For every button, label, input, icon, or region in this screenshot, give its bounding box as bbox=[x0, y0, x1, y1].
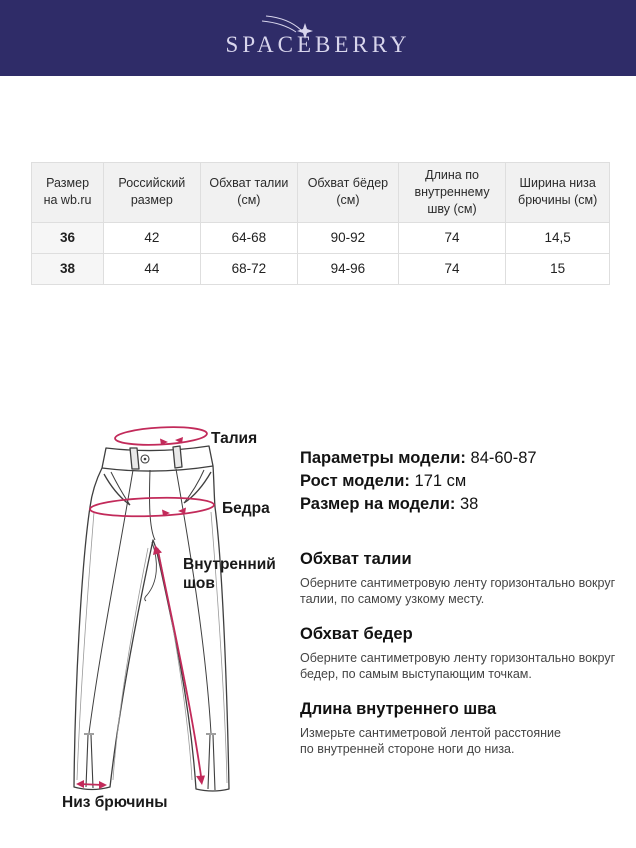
column-header-wb-size: Размер на wb.ru bbox=[32, 163, 104, 223]
table-row-size-36 bbox=[32, 222, 610, 253]
model-size-line bbox=[300, 493, 618, 516]
model-height-line bbox=[300, 470, 618, 493]
model-info-block bbox=[300, 447, 618, 516]
model-size-label: Размер на модели: bbox=[300, 495, 456, 513]
table-cell: 42 bbox=[104, 222, 201, 253]
column-header-hem-width: Ширина низа брючины (см) bbox=[506, 163, 610, 223]
model-height-value: 171 см bbox=[414, 472, 467, 490]
section-waist bbox=[300, 550, 618, 607]
table-cell: 90-92 bbox=[298, 222, 399, 253]
table-cell: 94-96 bbox=[298, 253, 399, 284]
section-waist-text-line2: талии, по самому узкому месту. bbox=[300, 591, 485, 606]
brand-logo-text: SPACEBERRY bbox=[225, 32, 411, 57]
section-inseam bbox=[300, 700, 618, 757]
size-table-header-row bbox=[32, 163, 610, 223]
model-params-value: 84-60-87 bbox=[470, 449, 537, 467]
hips-label: Бедра bbox=[222, 500, 270, 517]
waist-label: Талия bbox=[211, 430, 258, 447]
size-table bbox=[31, 162, 610, 285]
table-cell: 14,5 bbox=[506, 222, 610, 253]
table-cell: 74 bbox=[398, 222, 506, 253]
column-header-inseam: Длина по внутреннему шву (см) bbox=[398, 163, 506, 223]
column-header-ru-size: Российский размер bbox=[104, 163, 201, 223]
table-cell: 36 bbox=[32, 222, 104, 253]
section-waist-text-line1: Оберните сантиметровую ленту горизонтально вокруг bbox=[300, 576, 616, 590]
section-hips-title: Обхват бедер bbox=[300, 625, 413, 643]
section-inseam-title: Длина внутреннего шва bbox=[300, 700, 497, 718]
table-cell: 68-72 bbox=[200, 253, 298, 284]
table-row-size-38 bbox=[32, 253, 610, 284]
column-header-hips: Обхват бёдер (см) bbox=[298, 163, 399, 223]
section-hips-text-line2: бедер, по самым выступающим точкам. bbox=[300, 666, 532, 681]
table-cell: 44 bbox=[104, 253, 201, 284]
brand-header bbox=[0, 0, 636, 76]
model-size-value: 38 bbox=[459, 495, 479, 513]
section-waist-title: Обхват талии bbox=[300, 550, 412, 568]
inseam-label: Внутренний шов bbox=[183, 556, 276, 592]
section-hips bbox=[300, 625, 618, 682]
table-cell: 15 bbox=[506, 253, 610, 284]
shooting-star-trail-icon bbox=[266, 16, 301, 30]
section-hips-text-line1: Оберните сантиметровую ленту горизонтально вокруг bbox=[300, 651, 616, 665]
section-inseam-text-line2: по внутренней стороне ноги до низа. bbox=[300, 741, 515, 756]
table-cell: 64-68 bbox=[200, 222, 298, 253]
measurement-info-column bbox=[300, 447, 618, 775]
table-cell: 38 bbox=[32, 253, 104, 284]
section-inseam-text-line1: Измерьте сантиметровой лентой расстояние bbox=[300, 726, 561, 740]
model-params-line bbox=[300, 447, 618, 470]
column-header-waist: Обхват талии (см) bbox=[200, 163, 298, 223]
model-params-label: Параметры модели: bbox=[300, 449, 466, 467]
table-cell: 74 bbox=[398, 253, 506, 284]
brand-logo bbox=[0, 0, 636, 76]
hem-label: Низ брючины bbox=[62, 794, 168, 811]
model-height-label: Рост модели: bbox=[300, 472, 410, 490]
trousers-illustration bbox=[30, 412, 300, 822]
